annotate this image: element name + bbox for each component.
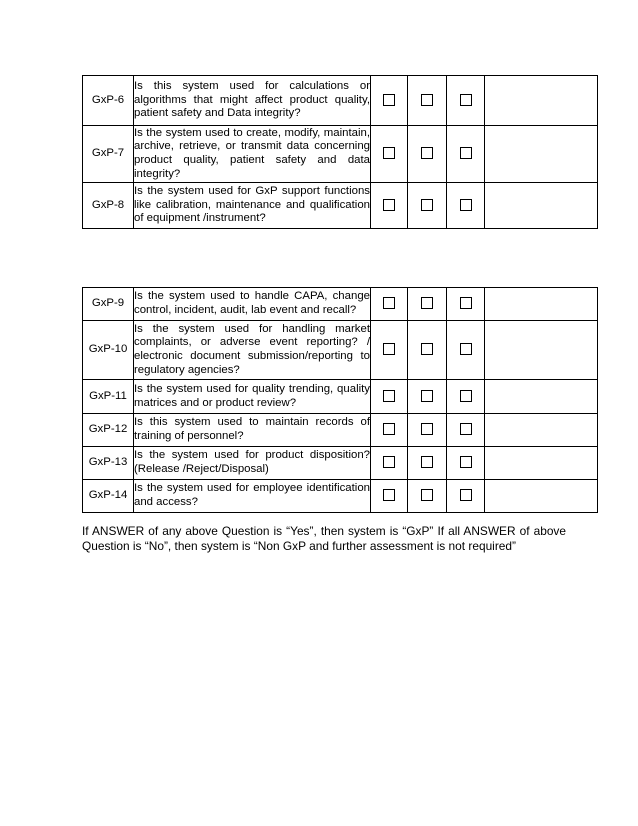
- table-row: [83, 380, 598, 414]
- remarks-cell[interactable]: [485, 414, 598, 447]
- answer-checkbox-3[interactable]: [460, 94, 472, 106]
- table-row: [83, 447, 598, 480]
- answer-checkbox-1[interactable]: [383, 297, 395, 309]
- table-row: [83, 480, 598, 513]
- answer-checkbox-3[interactable]: [460, 199, 472, 211]
- question-code: GxP-6: [83, 76, 134, 126]
- table-row: [83, 183, 598, 229]
- question-text: Is the system used for quality trending, quality matrices and or product review?: [134, 380, 371, 414]
- answer-checkbox-3[interactable]: [460, 456, 472, 468]
- gxp-questions-table-2: [82, 287, 598, 513]
- question-text: Is this system used for calculations or algorithms that might affect product quality, patient safety and Data integrity?: [134, 76, 371, 126]
- remarks-cell[interactable]: [485, 183, 598, 229]
- answer-checkbox-1[interactable]: [383, 147, 395, 159]
- answer-checkbox-2[interactable]: [421, 390, 433, 402]
- question-code: GxP-13: [83, 447, 134, 480]
- answer-checkbox-1[interactable]: [383, 390, 395, 402]
- answer-checkbox-3[interactable]: [460, 343, 472, 355]
- question-code: GxP-11: [83, 380, 134, 414]
- question-code: GxP-7: [83, 126, 134, 183]
- question-text: Is the system used for GxP support functions like calibration, maintenance and qualification of equipment /instrument?: [134, 183, 371, 229]
- question-text: Is the system used to create, modify, maintain, archive, retrieve, or transmit data concerning product quality, patient safety and data integrity?: [134, 126, 371, 183]
- answer-checkbox-1[interactable]: [383, 199, 395, 211]
- gxp-questions-table-1: [82, 75, 598, 229]
- remarks-cell[interactable]: [485, 76, 598, 126]
- answer-checkbox-1[interactable]: [383, 489, 395, 501]
- answer-checkbox-3[interactable]: [460, 297, 472, 309]
- question-code: GxP-10: [83, 321, 134, 380]
- remarks-cell[interactable]: [485, 321, 598, 380]
- answer-checkbox-2[interactable]: [421, 94, 433, 106]
- question-text: Is this system used to maintain records of training of personnel?: [134, 414, 371, 447]
- table-row: [83, 414, 598, 447]
- answer-checkbox-3[interactable]: [460, 423, 472, 435]
- assessment-note: If ANSWER of any above Question is “Yes”, then system is “GxP” If all ANSWER of above Question is “No”, then system is “Non GxP and further assessment is not required”: [82, 524, 566, 553]
- remarks-cell[interactable]: [485, 288, 598, 321]
- question-text: Is the system used for product disposition? (Release /Reject/Disposal): [134, 447, 371, 480]
- table-row: [83, 126, 598, 183]
- answer-checkbox-2[interactable]: [421, 489, 433, 501]
- table-row: [83, 76, 598, 126]
- answer-checkbox-2[interactable]: [421, 147, 433, 159]
- answer-checkbox-1[interactable]: [383, 423, 395, 435]
- answer-checkbox-3[interactable]: [460, 147, 472, 159]
- question-code: GxP-8: [83, 183, 134, 229]
- remarks-cell[interactable]: [485, 480, 598, 513]
- question-code: GxP-12: [83, 414, 134, 447]
- answer-checkbox-2[interactable]: [421, 297, 433, 309]
- answer-checkbox-3[interactable]: [460, 489, 472, 501]
- answer-checkbox-2[interactable]: [421, 423, 433, 435]
- table-row: [83, 321, 598, 380]
- remarks-cell[interactable]: [485, 126, 598, 183]
- table-row: [83, 288, 598, 321]
- answer-checkbox-1[interactable]: [383, 343, 395, 355]
- answer-checkbox-2[interactable]: [421, 199, 433, 211]
- question-text: Is the system used for handling market complaints, or adverse event reporting? / electronic document submission/reporting to regulatory agencies?: [134, 321, 371, 380]
- answer-checkbox-1[interactable]: [383, 456, 395, 468]
- answer-checkbox-3[interactable]: [460, 390, 472, 402]
- remarks-cell[interactable]: [485, 447, 598, 480]
- remarks-cell[interactable]: [485, 380, 598, 414]
- answer-checkbox-2[interactable]: [421, 456, 433, 468]
- question-text: Is the system used to handle CAPA, change control, incident, audit, lab event and recall?: [134, 288, 371, 321]
- answer-checkbox-1[interactable]: [383, 94, 395, 106]
- question-text: Is the system used for employee identification and access?: [134, 480, 371, 513]
- question-code: GxP-9: [83, 288, 134, 321]
- answer-checkbox-2[interactable]: [421, 343, 433, 355]
- question-code: GxP-14: [83, 480, 134, 513]
